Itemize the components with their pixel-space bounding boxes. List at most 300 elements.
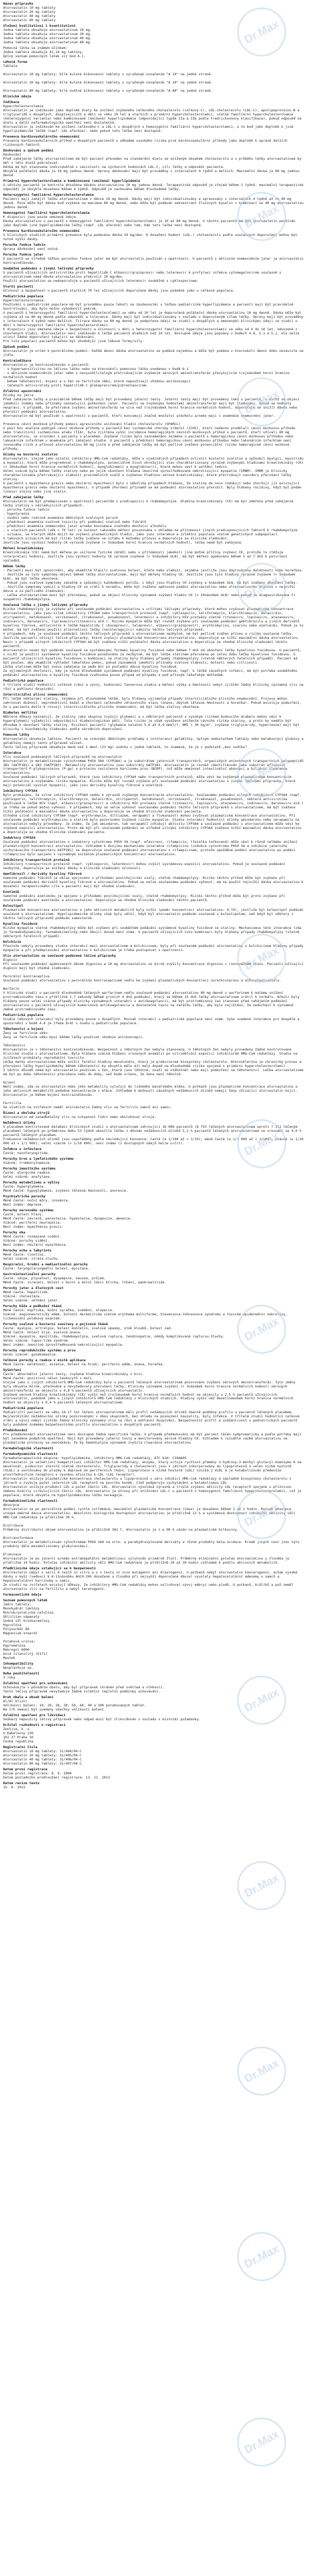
text-line: Atorvastatin je kontraindikován u pacientů: bbox=[3, 363, 90, 367]
text-line: Účinky na játra bbox=[3, 393, 33, 398]
text-line: Datum první registrace: 8. 9. 2004 bbox=[3, 1771, 72, 1776]
document-section bbox=[3, 134, 304, 147]
document-section bbox=[3, 872, 304, 888]
text-line: Eliminace bbox=[3, 1552, 22, 1557]
section-heading: Doba použitelnosti bbox=[3, 1671, 40, 1676]
text-line: Ze studií na zvířatech existují důkazy, že inhibitory HMG-CoA reduktázy mohou ovlivňovat vývoj embryí nebo plodů. U potkanů, králíků a psů neměl atorvastatin vliv na fertilitu a nebyl teratogenní. bbox=[3, 1583, 296, 1591]
text-line: Velmi vzácné: lupus-like syndrom. bbox=[3, 1338, 70, 1343]
section-heading: Poruchy svalové a kosterní soustavy a pojivové tkáně bbox=[3, 1321, 108, 1326]
text-line bbox=[3, 1532, 304, 1536]
section-heading: Dávkování a způsob podání bbox=[3, 148, 54, 152]
text-line: Zentiva, k. s. bbox=[3, 1727, 31, 1732]
drmax-watermark bbox=[226, 2411, 298, 2473]
text-line: Mastek bbox=[3, 1656, 15, 1660]
svg-text:Dr.Max: Dr.Max bbox=[242, 2427, 281, 2456]
document-section bbox=[3, 294, 304, 344]
section-heading: Současná léčba s jinými léčivými přípravky bbox=[3, 602, 88, 607]
text-line: Atorvastatin 40 mg tablety bbox=[3, 14, 56, 18]
document-section bbox=[3, 266, 304, 283]
section-heading: Pediatrická populace bbox=[3, 1012, 44, 1017]
text-line: - Jestliže symptomy vymizí a hladiny CK se vrátí k normálu, může být zváženo opětovné podání atorvastatinu nebo alternativního statinu v nejnižší dávce a za pečlivého sledování. bbox=[3, 585, 298, 593]
section-heading: Registrační čísla bbox=[3, 1745, 38, 1750]
text-line: Na trh nemusí být uvedeny všechny velikosti balení. bbox=[3, 1707, 106, 1712]
text-line: Méně časté: tinnitus. bbox=[3, 1252, 46, 1257]
section-heading: Pediatrická populace bbox=[3, 294, 44, 298]
section-heading: Heterozygotní familiární hypercholesterolemie bbox=[3, 192, 94, 197]
text-line: Atorvastatin se po perorálním podání rychle vstřebává; maximální plazmatické koncentrace (Cmax) je dosaženo během 1 až 2 hodin. Rozsah absorpce stoupá úměrně dávce atorvastatinu. Absolutní biologická dostupnost atorvastatinu je přibližně 12 % a systémová dostupnost inhibiční aktivity vůči HMG-CoA reduktáze je přibližně 30 %. bbox=[3, 1507, 298, 1520]
document-section bbox=[3, 1286, 304, 1302]
section-heading: Předklinické údaje vztahující se k bezpečnosti bbox=[3, 1566, 96, 1571]
text-line: Absorpce bbox=[3, 1503, 20, 1507]
text-line: - porucha funkce ledvin bbox=[3, 507, 50, 512]
text-line: Těhotenství bbox=[3, 1043, 26, 1047]
text-line: Kreatinkináza (CK) nemá být měřena po usilovné fyzické zátěži nebo v přítomnosti jakékoli jiné možné příčiny zvýšení CK, protože to ztěžuje interpretaci hodnoty. Jestliže jsou výchozí hodnoty CK výrazně zvýšené (> 5násobek ULN), má být měření opakováno během 5 až 7 dnů k potvrzení výsledků. bbox=[3, 550, 289, 563]
section-heading: Vliv atorvastatinu na současně podávané léčivé přípravky bbox=[3, 953, 116, 958]
document-section bbox=[3, 389, 304, 451]
text-line: Zvýšené sérové hladiny kreatinkinázy (CK) vyšší než trojnásobek horní hranice normálních hodnot se objevily u 2,5 % pacientů užívajících atorvastatin, podobně jako u jiných inhibitorů HMG-CoA reduktázy v klinických studiích. Hladiny vyšší než desetinásobek horní hranice normálních hodnot se objevily u 0,4 % pacientů léčených atorvastatinem. bbox=[3, 1392, 296, 1405]
document-section bbox=[3, 284, 304, 293]
document-section bbox=[3, 452, 304, 494]
document-section bbox=[3, 954, 304, 1011]
text-line: Polysorbát 80 bbox=[3, 1627, 29, 1632]
text-line bbox=[3, 1039, 304, 1043]
document-section bbox=[3, 733, 304, 749]
text-line: Léčba statinem může být znovu zahájena za sedm dní po poslední dávce kyseliny fusidové. bbox=[3, 664, 179, 669]
text-line bbox=[3, 982, 304, 987]
document-section bbox=[3, 1157, 304, 1165]
text-line: Některé důkazy naznačují, že statiny jako skupina zvyšují glykemii a u některých pacientů s vysokým rizikem budoucího diabetu mohou vést k hyperglykemii vyžadující odpovídající diabetologickou péči. Toto riziko je však vyváženo snížením cévního rizika statiny, a proto by nemělo být důvodem k ukončení léčby statiny. Rizikoví pacienti (glykemie nalačno 5,6 až 6,9 mmol/l, BMI > 30 kg/m², zvýšené triglyceridy, hypertenze) mají být klinicky i biochemicky sledováni podle národních doporučení. bbox=[3, 714, 302, 731]
text-line: Oxid titaničitý (E171) bbox=[3, 1652, 48, 1656]
section-heading: Poruchy nervového systému bbox=[3, 1208, 54, 1212]
section-heading: Datum revize textu bbox=[3, 1781, 40, 1786]
text-line: Atorvastatin snižuje produkci LDL a počet částic LDL. Atorvastatin vyvolává výrazné a trvalé zvýšení aktivity LDL receptorů spojené s příznivou změnou kvality cirkulujících částic LDL. Atorvastatin je účinný při snižování LDL-C u pacientů s homozygotní familiární hypercholesterolemií, což je populace, která obvykle na hypolipidemickou léčbu nereaguje. bbox=[3, 1485, 304, 1498]
text-line bbox=[3, 1097, 304, 1101]
document-section bbox=[3, 193, 304, 209]
text-line: Ve studiích na zvířatech neměl atorvastatin žádný vliv na fertilitu samců ani samic. bbox=[3, 1105, 173, 1109]
text-line: - Pokud jsou svalové symptomy závažné a způsobují každodenní potíže, i když jsou hladiny CK zvýšeny ≤ 5násobek ULN, má být zváženo ukončení léčby. bbox=[3, 581, 298, 585]
section-heading: Účinky na kosterní svalstvo bbox=[3, 452, 58, 457]
section-heading: Během léčby bbox=[3, 564, 26, 569]
section-heading: Kolchicin bbox=[3, 939, 22, 944]
section-heading: Datum první registrace bbox=[3, 1767, 48, 1772]
document-section bbox=[3, 1713, 304, 1721]
section-heading: Ezetimib bbox=[3, 890, 20, 894]
section-heading: Homozygotní familiární hypercholesterolemie bbox=[3, 210, 90, 215]
document-section bbox=[3, 1230, 304, 1247]
document-section bbox=[3, 1406, 304, 1427]
section-heading: Farmakokinetické vlastnosti bbox=[3, 1499, 58, 1503]
document-section bbox=[3, 1723, 304, 1743]
text-line bbox=[3, 1635, 304, 1639]
section-heading: Pediatrická populace bbox=[3, 1406, 44, 1411]
text-line: Přestože nebyly provedeny studie interakcí mezi atorvastatinem a kolchicinem, byly při současném podávání atorvastatinu s kolchicinem hlášeny případy myopatie a při předepisování atorvastatinu s kolchicinem je třeba postupovat s opatrností. bbox=[3, 943, 306, 952]
text-line: Není známo: myasthenia gravis. bbox=[3, 1224, 64, 1229]
text-line: Časté: alergické reakce. bbox=[3, 1170, 52, 1175]
text-line: V placebem kontrolované databázi klinických studií s atorvastatinem zahrnující 16 066 pacientů (8 755 léčených atorvastatinem oproti 7 311 léčeným placebem) léčených po průměrnou dobu 53 týdnů ukončilo léčbu z důvodu nežádoucích účinků 5,2 % pacientů léčených atorvastatinem ve srovnání se 4,0 % pacientů léčených placebem. bbox=[3, 1124, 304, 1137]
text-line: Při léčbě některými statiny, zejména při dlouhodobé léčbě, byly hlášeny výjimečné případy intersticiálního plicního onemocnění. Projevy mohou zahrnovat dušnost, neproduktivní kašel a zhoršení celkového zdravotního stavu (únava, úbytek tělesné hmotnosti a horečka). Pokud existuje podezření, že u pacienta došlo k rozvoji intersticiálního plicního onemocnění, má být léčba statiny ukončena. bbox=[3, 696, 304, 709]
section-heading: Psychiatrické poruchy bbox=[3, 1194, 46, 1198]
text-line: V takových situacích má být riziko léčby zváženo ve vztahu k možnému přínosu a doporučuje se klinické sledování. bbox=[3, 536, 229, 541]
text-line bbox=[3, 970, 304, 974]
svg-text:Dr.Max: Dr.Max bbox=[242, 1129, 281, 1158]
text-line: Datum posledního prodloužení registrace: 13. 11. 2013 bbox=[3, 1775, 110, 1780]
text-line: Digoxin bbox=[3, 957, 18, 962]
section-heading: Porucha funkce jater bbox=[3, 252, 44, 257]
document-section bbox=[3, 1767, 304, 1780]
text-line: Stejně jako u jiných inhibitorů HMG-CoA reduktázy bylo u pacientů léčených atorvastatinem pozorováno zvýšení sérových aminotransferáz. Tyto změny byly obvykle mírné, přechodné a nevyžadovaly přerušení léčby. Klinicky významné zvýšení (> 3násobek horní hranice normálních hodnot) sérových aminotransferáz se objevilo u 0,8 % pacientů užívajících atorvastatin. bbox=[3, 1380, 298, 1393]
section-heading: Poruchy ucha a labyrintu bbox=[3, 1248, 52, 1252]
document-section bbox=[3, 1662, 304, 1670]
section-heading: Zvláštní opatření pro likvidaci bbox=[3, 1713, 66, 1718]
text-line: Bylo prokázáno, že silné inhibitory CYP3A4 vedou k výrazně zvýšeným koncentracím atorvastatinu. Současnému podávání silných inhibitorů CYP3A4 (např. cyklosporin, telithromycin, klarithromycin, delavirdin, stiripentol, ketokonazol, vorikonazol, itrakonazol, posakonazol, některá antivirotika používaná k léčbě HCV (např. elbasvir/grazoprevir) a inhibitory HIV proteázy včetně ritonaviru, lopinaviru, atazanaviru, indinaviru, darunaviru atd.) je třeba se pokud možno vyhnout. V případech, kdy se nelze vyhnout současnému podávání těchto léčivých přípravků s atorvastatinem, má být zvážena nižší počáteční a maximální dávka atorvastatinu a doporučuje se vhodné klinické sledování pacienta. bbox=[3, 793, 306, 814]
text-line: K dispozici jsou omezené údaje o bezpečnosti a účinnosti u dětí s heterozygotní familiární hypercholesterolemií ve věku od 6 do 10 let, odvozené z otevřených studií. Atorvastatin není indikován k léčbě pacientů mladších než 10 let. Dostupné údaje jsou popsány v bodech 4.8, 5.1 a 5.2, ale nelze učinit žádné doporučení týkající se dávkování. bbox=[3, 327, 302, 340]
text-line: Použití atorvastatinu se nedoporučuje u pacientů užívajících letermovir souběžně s cyklosporinem. bbox=[3, 278, 199, 283]
section-heading: Vyšetření bbox=[3, 1367, 22, 1372]
text-line: Současné podávání léčivých přípravků, které jsou inhibitory CYP3A4 nebo transportních proteinů, může vést ke zvýšeným plazmatickým koncentracím atorvastatinu a zvýšenému riziku myopatie. Riziko může být rovněž zvýšeno při současném podávání atorvastatinu s jinými léčivými přípravky, které mají potenciál vyvolat myopatii, jako jsou deriváty kyseliny fibrové a ezetimib. bbox=[3, 775, 298, 788]
text-line: Atorvastatin 20 mg tablety: bílé kulaté bikonvexní tablety s vyraženým označením "A 20" na jedné straně. bbox=[3, 80, 213, 84]
svg-text:Dr.Max: Dr.Max bbox=[242, 943, 281, 973]
text-line: Uchovávejte v původním obalu, aby byl přípravek chráněn před světlem a vlhkostí. bbox=[3, 1685, 165, 1690]
text-line: Vzácné: trombocytopenie. bbox=[3, 1160, 52, 1165]
text-line: Atorvastatin 80 mg tablety bbox=[3, 18, 56, 22]
text-line: Jedna tableta obsahuje atorvastatinum 10 mg. bbox=[3, 28, 92, 32]
text-line: Méně časté: hypoglykemie, zvýšení tělesné hmotnosti, anorexie. bbox=[3, 1188, 128, 1193]
text-line: Prevence kardiovaskulárních příhod u dospělých pacientů s odhadem vysokého rizika prvé kardiovaskulární příhody jako doplněk k úpravě dalších rizikových faktorů. bbox=[3, 138, 289, 147]
document-section bbox=[3, 179, 304, 191]
section-heading: Gemfibrozil / deriváty kyseliny fibrové bbox=[3, 872, 82, 876]
text-line: Současné podávání atorvastatinu s perorálním kontraceptivem vedlo ke zvýšení plazmatických koncentrací norethisteronu a ethinylestradiolu. bbox=[3, 978, 282, 982]
text-line: Hypercholesterolemie bbox=[3, 104, 44, 108]
document-section bbox=[3, 1592, 304, 1597]
document-section bbox=[3, 1304, 304, 1320]
text-line: Atorvastatin je selektivní kompetitivní inhibitor HMG-CoA reduktázy, enzymu, který určuje rychlost přeměny 3-hydroxy-3-methyl-glutaryl-koenzymu A na mevalonát, prekurzor sterolů včetně cholesterolu. Triglyceridy a cholesterol jsou v játrech inkorporovány do lipoproteinů o velmi nízké hustotě (VLDL) a uvolňovány do plazmy k dopravě do periferních tkání. Lipoprotein o nízké hustotě (LDL) vzniká z VLDL a je katabolizován především prostřednictvím receptoru s vysokou afinitou k LDL (LDL receptor). bbox=[3, 1460, 304, 1477]
document-section bbox=[3, 922, 304, 938]
document-section bbox=[3, 1111, 304, 1119]
section-heading: Inhibitory transportních proteinů bbox=[3, 858, 70, 862]
text-line: Vzácné: periferní neuropatie. bbox=[3, 1220, 62, 1225]
document-section bbox=[3, 940, 304, 952]
section-heading: Zvláštní upozornění bbox=[3, 389, 42, 394]
section-heading: Držitel rozhodnutí o registraci bbox=[3, 1723, 66, 1727]
text-line: Tableta bbox=[3, 64, 18, 68]
document-section bbox=[3, 1499, 304, 1565]
text-line: Velmi vzácné: selhání jater. bbox=[3, 1298, 60, 1302]
document-section bbox=[3, 148, 304, 177]
text-line: Středně silné inhibitory CYP3A4 (např. erythromycin, diltiazem, verapamil a flukonazol) mohou zvyšovat plazmatické koncentrace atorvastatinu. Při současném podávání erythromycinu a statinů bylo pozorováno zvýšené riziko myopatie. Studie interakcí hodnotící účinky amiodaronu nebo verapamilu na atorvastatin nebyly provedeny. Je známo, že jak amiodaron, tak verapamil inhibují aktivitu CYP3A4 a současné podávání s atorvastatinem může vést ke zvýšené expozici atorvastatinu. Proto má být při současném podávání se středně silnými inhibitory CYP3A4 zvážena nižší maximální dávka atorvastatinu a doporučuje se vhodné klinické sledování pacienta. bbox=[3, 814, 304, 835]
text-line: Současné podávání atorvastatinu s induktory cytochromu P450 3A (např. efavirenz, rifampicin, třezalka tečkovaná) může vést k různě velkému snížení plazmatických koncentrací atorvastatinu. Vzhledem k dvojímu mechanismu interakce rifampicinu (indukce cytochromu P450 3A a inhibice jaterního vychytávacího transportéru OATP1B1) se doporučuje současné podávání atorvastatinu s rifampicinem, protože opožděné podání atorvastatinu po podání rifampicinu bylo spojeno s významným snížením plazmatických koncentrací atorvastatinu. bbox=[3, 840, 300, 857]
text-line: Atorvastatin 20 mg tablety: 31/405/04-C bbox=[3, 1753, 82, 1758]
text-line: U pacientů užívajících antivirotika proti hepatitidě C elbasvir/grazoprevir nebo letermovir k profylaxi infekce cytomegalovirem současně s atorvastatinem nemá dávka atorvastatinu překročit 20 mg/den. bbox=[3, 270, 283, 279]
document-section bbox=[3, 243, 304, 251]
section-heading: Kontraindikace bbox=[3, 359, 31, 363]
drmax-watermark bbox=[226, 2040, 298, 2102]
section-heading: Porucha funkce ledvin bbox=[3, 242, 46, 247]
text-line: Sodná sůl kroskarmelózy bbox=[3, 1619, 50, 1623]
document-section bbox=[3, 1322, 304, 1347]
drmax-watermark bbox=[226, 2226, 298, 2287]
section-heading: Před zahájením léčby bbox=[3, 495, 44, 500]
text-line: Jádro tablety: bbox=[3, 1602, 31, 1607]
text-line: Neuplatňuje se. bbox=[3, 1666, 33, 1670]
text-line: - Pacienti musí být upozorněni, aby okamžitě hlásili svalovou bolest, křeče nebo slabost, zejména jestliže jsou doprovázeny malátností nebo horečkou. bbox=[3, 568, 304, 573]
section-heading: Farmakodynamické vlastnosti bbox=[3, 1452, 58, 1456]
text-line: Jedna tableta obsahuje 41,16 mg laktózy. bbox=[3, 50, 84, 54]
document-section bbox=[3, 46, 304, 58]
document-section bbox=[3, 1428, 304, 1445]
svg-text:Dr.Max: Dr.Max bbox=[242, 1500, 281, 1529]
text-line bbox=[3, 1076, 304, 1080]
section-heading: Léková forma bbox=[3, 60, 27, 64]
text-line: Atorvastatin 10 mg tablety: 31/404/04-C bbox=[3, 1749, 82, 1754]
text-line: Atorvastatin 80 mg tablety: bílé oválné bikonvexní tablety s vyraženým označením "A 80" na jedné straně. bbox=[3, 89, 213, 93]
text-line: Atorvastatin je určen k perorálnímu podání. Každá denní dávka atorvastatinu se podává najednou a může být podána v kteroukoli denní dobu nezávisle na jídle. bbox=[3, 349, 306, 358]
text-line: Velmi vzácné: anafylaxe. bbox=[3, 1174, 52, 1179]
text-line: Warfarin bbox=[3, 986, 20, 991]
text-line: - osobní nebo rodinná anamnéza dědičných svalových poruch bbox=[3, 516, 118, 520]
document-section bbox=[3, 1681, 304, 1693]
section-heading: Řízení a obsluha strojů bbox=[3, 1110, 50, 1115]
drmax-watermark bbox=[226, 1855, 298, 1917]
text-line: Atorvastatin má být předepisován s opatrností pacientům s predispozicí k rhabdomyolýze. Hladina kreatinkinázy (CK) má být změřena před zahájením léčby statiny v následujících případech: bbox=[3, 499, 296, 508]
section-heading: Inkompatibility bbox=[3, 1662, 33, 1666]
text-line: Plazmatické koncentrace atorvastatinu a jeho aktivních metabolitů byly nižší (poměr koncentrací atorvastatinu: 0,74), jestliže byl kolestipol podáván současně s atorvastatinem. Hypolipidemické účinky však byly větší, když byl atorvastatin podáván současně s kolestipolem, než když byl některý z těchto léčivých přípravků podáván samostatně. bbox=[3, 908, 306, 921]
section-heading: Primární hypercholesterolemie a kombinovaná (smíšená) hyperlipidemie bbox=[3, 178, 141, 183]
text-line: Atorvastatin 10 mg tablety bbox=[3, 6, 56, 10]
document-section bbox=[3, 1446, 304, 1450]
text-line: V klinických studiích primární prevence byla podávána dávka 10 mg/den. K dosažení hodnot (LDL-) cholesterolu podle současných doporučení mohou být nutné vyšší dávky. bbox=[3, 232, 300, 241]
text-line: Není známo: imunitně zprostředkovaná nekrotizující myopatie. bbox=[3, 1342, 124, 1347]
section-heading: Pediatrická populace bbox=[3, 678, 44, 683]
text-line: Vzácné: myopatie, myozitida, rhabdomyolýza, svalová ruptura, tendinopatie, někdy komplikovaná rupturou šlachy. bbox=[3, 1334, 225, 1338]
document-section bbox=[3, 904, 304, 920]
text-line: Atorvastatin, stejně jako ostatní inhibitory HMG-CoA reduktázy, může v ojedinělých případech ovlivnit kosterní svalstvo a způsobit myalgii, myozitidu a myopatii, která může progredovat v rhabdomyolýzu, potenciálně život ohrožující stav charakterizovaný výrazně zvýšenými hladinami kreatinkinázy (CK) (> 10násobek horní hranice normálních hodnot), myoglobinemií a myoglobinurií, které mohou vést k selhání ledvin. bbox=[3, 456, 306, 469]
text-line: Při současném podávání opakovaných dávek digoxinu a 10 mg atorvastatinu se mírně zvýšily koncentrace digoxinu v rovnovážném stavu. Pacienti užívající digoxin mají být vhodně sledováni. bbox=[3, 961, 306, 970]
document-section bbox=[3, 679, 304, 691]
text-line: Časté: abnormální jaterní testy, zvýšená hladina kreatinkinázy v krvi. bbox=[3, 1371, 144, 1376]
text-line: Atorvastatin je indikován ke snížení celkového-C a LDL-C u dospělých s homozygotní familiární hypercholesterolemií, a to buď jako doplněk k jiné hypolipidemické léčbě (např. LDL aferéze), nebo pokud tato léčba není dostupná. bbox=[3, 124, 296, 133]
section-heading: Celkové poruchy a reakce v místě aplikace bbox=[3, 1358, 86, 1362]
text-line: Pacienti mají zahájit léčbu atorvastatinem v dávce 10 mg denně. Dávky mají být individualizovány a upravovány v intervalech 4 týdnů až na 40 mg denně. Poté může být dávka buď zvýšena na maximum 80 mg denně, nebo může být podáván sekvestrant žlučových kyselin v kombinaci se 40 mg atorvastatinu jednou denně. bbox=[3, 196, 306, 209]
section-heading: Poruchy jater a žlučových cest bbox=[3, 1285, 64, 1290]
text-line: Časté: bolest hlavy. bbox=[3, 1212, 44, 1216]
document-section bbox=[3, 1147, 304, 1155]
section-heading: Respirační, hrudní a mediastinální poruchy bbox=[3, 1262, 88, 1266]
text-line bbox=[3, 1548, 304, 1552]
text-line: Makrogol 6000 bbox=[3, 1648, 29, 1652]
text-line: Atorvastatin obsahuje laktózu. Pacienti se vzácnými dědičnými problémy s intolerancí galaktózy, úplným nedostatkem laktázy nebo malabsorpcí glukózy a galaktózy nemají tento přípravek užívat. bbox=[3, 736, 306, 745]
document-section bbox=[3, 60, 304, 93]
text-line: Časté: myalgie, artralgie, bolest končetin, svalové spasmy, otok kloubů, bolest zad. bbox=[3, 1326, 173, 1330]
text-line: V post-hoc analýze podtypů cévní mozkové příhody u pacientů bez ischemické choroby srdeční (ICHS), kteří nedávno prodělali cévní mozkovou příhodu nebo tranzitorní ischemickou ataku (TIA), byla zjištěna vyšší incidence hemoragických cévních mozkových příhod u pacientů, kteří užívali 80 mg atorvastatinu, ve srovnání s pacienty s placebem. Zvýšené riziko bylo zaznamenáno zejména u pacientů s hemoragickou cévní mozkovou příhodou nebo lakunárním infarktem v anamnéze při zahájení studie. U pacientů s předchozí hemoragickou cévní mozkovou příhodou nebo lakunárním infarktem není rovnováha rizik a přínosů atorvastatinu 80 mg jistá a před zahájením léčby má být pečlivě zváženo potenciální riziko hemoragické cévní mozkové příhody. bbox=[3, 426, 298, 451]
svg-text:Dr.Max: Dr.Max bbox=[242, 2242, 281, 2271]
text-line: Velmi vzácné: gynekomastie. bbox=[3, 1352, 58, 1357]
section-heading: Nežádoucí účinky bbox=[3, 1120, 36, 1125]
section-heading: Zvláštní opatření pro uchovávání bbox=[3, 1681, 68, 1686]
text-line: Perorální kontraceptiva bbox=[3, 974, 50, 978]
text-line: Prevence cévní mozkové příhody pomocí agresivního snižování hladin cholesterolu (SPARCL) bbox=[3, 422, 181, 427]
text-line: Časté: zácpa, plynatost, dyspepsie, nauzea, průjem. bbox=[3, 1276, 106, 1280]
text-line: Jestliže jsou výchozí hodnoty CK výrazně zvýšené (> 5násobek horní hranice normálních hodnot), léčba nemá být zahájena. bbox=[3, 540, 243, 545]
section-heading: Poruchy oka bbox=[3, 1230, 26, 1234]
text-line: U většiny pacientů je kontrola dosažena dávkou atorvastatinu 10 mg jednou denně. Terapeutická odpověď je zřejmá během 2 týdnů, maximální terapeutické odpovědi je obvykle dosaženo během 4 týdnů. Odpověď je zachována během dlouhodobé léčby. bbox=[3, 182, 306, 191]
text-line: Méně časté: hepatitida. bbox=[3, 1290, 50, 1294]
document-section bbox=[3, 1671, 304, 1680]
document-section bbox=[3, 1248, 304, 1261]
text-line: Za výjimečných okolností, kdy je nutné dlouhodobé systémové podávání kyseliny fusidové, např. k léčbě závažných infekcí, má být potřeba souběžného podávání atorvastatinu a kyseliny fusidové zvažována pouze případ od případu a pod přísným lékařským dohledem. bbox=[3, 668, 300, 677]
text-line: U Kabelovny 130 bbox=[3, 1731, 33, 1736]
text-line: Méně časté: kopřivka, kožní vyrážka, svědění, alopecie. bbox=[3, 1308, 114, 1312]
text-line: Potahová vrstva: bbox=[3, 1639, 36, 1644]
document-section bbox=[3, 1566, 304, 1591]
text-line: Méně časté: noční můry, insomnie. bbox=[3, 1198, 70, 1202]
text-line: Fertilita bbox=[3, 1100, 22, 1105]
text-line: Velmi vzácné: ztráta sluchu. bbox=[3, 1256, 60, 1261]
svg-text:Dr.Max: Dr.Max bbox=[242, 758, 281, 787]
text-line: Hypercholesterolemie: bbox=[3, 298, 46, 302]
document-section bbox=[3, 359, 304, 387]
section-heading: Seznam pomocných látek bbox=[3, 1598, 48, 1603]
document-section bbox=[3, 789, 304, 834]
svg-text:Dr.Max: Dr.Max bbox=[242, 1685, 281, 1715]
text-line: Účinnost a bezpečnost u pacientů starších 70 let užívajících doporučené dávky jsou podobné jako u celkové populace. bbox=[3, 288, 235, 293]
text-line: Uhličitan vápenatý bbox=[3, 1615, 40, 1619]
document-section bbox=[3, 1598, 304, 1660]
text-line: U pacientů s heterozygotní familiární hypercholesterolemií ve věku od 10 let je doporučená počáteční dávka atorvastatinu 10 mg denně. Dávka může být zvýšena až na 80 mg denně podle odpovědi a tolerance. Dávky mají být individualizovány v souladu s doporučeným cílem léčby. Úpravy mají být prováděny v intervalech 4 týdnů nebo delších. Titrace dávky na 80 mg denně je podpořena údaji ze studií u dospělých a omezenými klinickými údaji ze studií u dětí s heterozygotní familiární hypercholesterolemií. bbox=[3, 310, 306, 327]
section-heading: Složení kvalitativní i kvantitativní bbox=[3, 24, 76, 28]
document-section bbox=[3, 890, 304, 902]
svg-text:Dr.Max: Dr.Max bbox=[242, 17, 281, 46]
text-line: Méně časté: bolest šíje, svalová únava. bbox=[3, 1330, 82, 1334]
text-line: Hyprolóza bbox=[3, 1623, 22, 1628]
section-heading: Způsob podání bbox=[3, 345, 29, 349]
text-line: Před zahájením léčby a pravidelně během léčby mají být provedeny jaterní testy. Jaterní testy mají být provedeny také u pacientů, u nichž se objeví jakékoli známky nebo příznaky naznačující poškození jater. Pacienti se zvýšenými hodnotami aminotransferáz mají být sledováni, dokud se hodnoty neupraví. V případě, že přetrvává zvýšení aminotransferáz na více než trojnásobek horní hranice normálních hodnot, doporučuje se snížit dávku nebo přerušit podávání atorvastatinu. bbox=[3, 397, 302, 414]
text-line: Před zahájením léčby atorvastatinem má být pacient převeden na standardní dietu se sníženým obsahem cholesterolu a v průběhu léčby atorvastatinem by měl v této dietě pokračovat. bbox=[3, 156, 304, 165]
text-line: Riziko myopatie včetně rhabdomyolýzy může být zvýšeno při souběžném podávání systémové kyseliny fusidové se statiny. Mechanismus této interakce (zda je farmakodynamický, farmakokinetický nebo obojí) dosud není znám. U pacientů užívajících tuto kombinaci byly hlášeny případy rhabdomyolýzy (včetně některých fatálních případů). bbox=[3, 926, 304, 938]
text-line: Z těchto důvodů nemá být atorvastatin používán u žen, které jsou těhotné, snaží se otěhotnět nebo mají podezření na těhotenství. Léčba atorvastatinem má být po dobu těhotenství přerušena nebo do doby, než bude určeno, že žena není těhotná. bbox=[3, 1067, 306, 1076]
text-line: - hypotyreóza bbox=[3, 512, 29, 516]
text-line: Kojení bbox=[3, 1080, 15, 1084]
text-line: Ženy ve fertilním věku musí během léčby používat vhodnou antikoncepci. bbox=[3, 1035, 144, 1039]
document-section bbox=[3, 1166, 304, 1179]
text-line: Farmakoterapeutická skupina: hypolipidemika, inhibitory HMG-CoA reduktázy, ATC kód: C10AA05 bbox=[3, 1456, 187, 1461]
text-line: Jedna tableta obsahuje atorvastatinum 20 mg. bbox=[3, 32, 92, 36]
text-line: - situace, ve kterých může dojít ke zvýšení plazmatických hladin, jako jsou interakce a zvláštní populace včetně genetických subpopulací. bbox=[3, 532, 280, 537]
text-line: V klinické studii u pacientů dlouhodobě léčených warfarinem vedlo současné podávání atorvastatinu 80 mg denně s warfarinem k malému snížení protrombinového času o přibližně 1,7 sekundy během prvních 4 dnů podávání, který se během 15 dnů léčby atorvastatinem vrátil k normálu. Ačkoli byly hlášeny pouze velmi vzácné případy klinicky významných interakcí s antikoagulancii, má být protrombinový čas stanoven před zahájením podávání atorvastatinu u pacientů užívajících kumarinová antikoagulancia a dostatečně často na začátku léčby, aby bylo zajištěno, že nedochází k významné změně protrombinového času. bbox=[3, 990, 302, 1011]
text-line: Samotné podávání fibrátů je občas spojováno s příhodami postihujícími svaly, včetně rhabdomyolýzy. Riziko těchto příhod může být zvýšeno při současném podávání derivátů kyseliny fibrové a atorvastatinu. Pokud se nelze současnému podávání vyhnout, má se použít nejnižší dávka atorvastatinu k dosažení terapeutického cíle a pacienti mají být vhodně sledováni. bbox=[3, 876, 306, 889]
document-section bbox=[3, 2, 304, 22]
document-section bbox=[3, 211, 304, 227]
section-heading: Těhotenství a kojení bbox=[3, 1026, 44, 1031]
text-line: U pacientů s myasthenia gravis nebo okulární myasthenií bylo v několika případech hlášeno, že statiny de novo indukují nebo zhoršují již existující myasthenia gravis nebo okulární myasthenii. V případě zhoršení příznaků se má podávání atorvastatinu přerušit. Byly hlášeny recidivy, když byl podán (znovu) stejný nebo jiný statin. bbox=[3, 481, 304, 494]
text-line: Atorvastatin je indikován jako doplněk diety ke snížení zvýšeného celkového cholesterolu (celkový-C), LDL-cholesterolu (LDL-C), apolipoproteinu B a triglyceridů u dospělých, dospívajících a dětí ve věku 10 let a starších s primární hypercholesterolemií, včetně familiární hypercholesterolemie (heterozygotní varianta) nebo kombinované (smíšené) hyperlipidemie (odpovídající typům IIa a IIb podle Fredricksonovy klasifikace), pokud odpověď na dietu a další nefarmakologická opatření není dostatečná. bbox=[3, 108, 304, 125]
text-line: V tříleté studii hodnotící celkové zrání a vývoj, hodnocení Tannerova stadia a měření výšky a hmotnosti nebyl zjištěn žádný klinicky významný vliv na růst a pohlavní dospívání. bbox=[3, 682, 306, 691]
text-line: - Léčba atorvastatinem musí být přerušena, pokud se objeví klinicky významné zvýšení hladin CK (> 10násobek ULN) nebo pokud je diagnostikována či suspektní rhabdomyolýza. bbox=[3, 592, 298, 601]
section-heading: Kolestipol bbox=[3, 904, 24, 908]
text-line: Inhibitory transportních proteinů (např. cyklosporin, letermovir) mohou zvýšit systémovou expozici atorvastatinu. Pokud je současné podávání nezbytné, doporučuje se snížení dávky a klinické sledování účinnosti. bbox=[3, 862, 287, 871]
text-line: - předchozí anamnéza onemocnění jater a/nebo konzumace značného množství alkoholu bbox=[3, 524, 166, 529]
text-line: Není známo: deprese. bbox=[3, 1202, 44, 1207]
section-heading: Poruchy krve a lymfatického systému bbox=[3, 1156, 74, 1161]
section-heading: Poruchy imunitního systému bbox=[3, 1166, 56, 1171]
document-section bbox=[3, 1348, 304, 1357]
document-section bbox=[3, 1272, 304, 1284]
text-line: Vzácné: angioneurotický edém, bulózní dermatitida včetně erythema multiforme, Stevensova-Johnsonova syndromu a toxické epidermální nekrolýzy, lichenoidní polékový exantém. bbox=[3, 1312, 289, 1320]
text-line: Atorvastatin je metabolizován cytochromem P450 3A4 na orto- a parahydroxylované deriváty a různé produkty beta-oxidace. Kromě jiných cest jsou tyto produkty dále metabolizovány glukuronidací. bbox=[3, 1540, 302, 1549]
text-line: Dávka atorvastatinu u pacientů s homozygotní familiární hypercholesterolemií je 10 až 80 mg denně. U těchto pacientů má být atorvastatin používán jako doplněk jiné hypolipidemické léčby (např. LDL aferéze) nebo tam, kde tato léčba není dostupná. bbox=[3, 218, 298, 227]
text-line: - s hypersenzitivitou na léčivou látku nebo na kteroukoli pomocnou látku uvedenou v bodě 6.1 bbox=[3, 367, 189, 371]
section-heading: Poruchy reprodukčního systému a prsu bbox=[3, 1348, 76, 1352]
text-line: - s aktivním onemocněním jater nebo s nevysvětlitelným přetrvávajícím zvýšením sérových aminotransferáz převyšujícím trojnásobek horní hranice normálních hodnot bbox=[3, 371, 291, 380]
document-section bbox=[3, 94, 304, 98]
document-section bbox=[3, 710, 304, 731]
text-line bbox=[3, 84, 304, 89]
document-section bbox=[3, 1194, 304, 1207]
section-heading: Induktory CYP3A4 bbox=[3, 836, 36, 840]
text-line: Časté: faryngolaryngeální bolest, epistaxe. bbox=[3, 1266, 90, 1270]
document-section bbox=[3, 564, 304, 601]
text-line: Není známo, zda se atorvastatin nebo jeho metabolity vylučují do lidského mateřského mléka. U potkanů jsou plazmatické koncentrace atorvastatinu a jeho aktivních metabolitů podobné koncentracím v mléce. Vzhledem k možnosti závažných nežádoucích účinků nemají ženy užívající atorvastatin kojit. Atorvastatin je během kojení kontraindikován. bbox=[3, 1084, 300, 1097]
document-section bbox=[3, 1027, 304, 1109]
text-line: Studie lékových interakcí byly provedeny pouze u dospělých. Rozsah interakcí u pediatrické populace není znám. Výše uvedené interakce pro dospělé a upozornění v bodě 4.4 je třeba brát v úvahu u pediatrické populace. bbox=[3, 1016, 302, 1025]
text-line: Atorvastatin má zanedbatelný vliv na schopnost řídit nebo obsluhovat stroje. bbox=[3, 1114, 157, 1119]
text-line: Al/Al blistr. bbox=[3, 1699, 29, 1704]
document-section bbox=[3, 1781, 304, 1789]
text-line: - během těhotenství, kojení a u žen ve fertilním věku, které nepoužívají vhodnou antikoncepci bbox=[3, 379, 191, 384]
text-line: Atorvastatin je po jaterní a/nebo extrahepatální metabolizaci vylučován primárně žlučí. Průměrný eliminační poločas atorvastatinu u člověka je přibližně 14 hodin. Poločas inhibiční aktivity vůči HMG-CoA reduktáze je přibližně 20 až 30 hodin vzhledem k podílu aktivních metabolitů. bbox=[3, 1556, 291, 1565]
section-heading: Měření kreatinkinázy bbox=[3, 546, 44, 551]
text-line: - léčených antivirotiky proti hepatitidě C glekaprevirem/pibrentasvirem. bbox=[3, 383, 148, 388]
text-line: 102 37 Praha 10 bbox=[3, 1735, 33, 1740]
text-line: Atorvastatin snižuje plazmatické koncentrace cholesterolu a lipoproteinů v séru inhibicí HMG-CoA reduktázy a následně biosyntézy cholesterolu v játrech a zvyšuje počet jaterních LDL receptorů na povrchu buněk, čímž podporuje vychytávání a katabolismus LDL. bbox=[3, 1477, 294, 1485]
document-section bbox=[3, 495, 304, 545]
text-line: Pediatričtí pacienti ve věku 10-17 let léčení atorvastatinem měli profil nežádoucích účinků obecně podobný profilu u pacientů léčených placebem. Nejčastějšími nežádoucími účinky pozorovanými v obou skupinách, bez ohledu na posouzení kauzality, byly infekce. V tříleté studii hodnotící celkové zrání a vývoj nebyl zjištěn žádný klinicky významný vliv na růst a pohlavní dospívání. Bezpečnostní profil a snášenlivost u pediatrických pacientů byly podobné známému bezpečnostnímu profilu atorvastatinu u dospělých pacientů. bbox=[3, 1410, 302, 1427]
svg-text:Dr.Max: Dr.Max bbox=[242, 1314, 281, 1344]
document-section bbox=[3, 252, 304, 265]
section-heading: Farmaceutické údaje bbox=[3, 1592, 42, 1597]
document-section bbox=[3, 858, 304, 870]
document-section bbox=[3, 1121, 304, 1145]
text-line: Atorvastatin 10 mg tablety: bílé kulaté bikonvexní tablety s vyraženým označením "A 10" na jedné straně. bbox=[3, 72, 213, 76]
text-line bbox=[3, 76, 304, 80]
text-line: 15. 9. 2023 bbox=[3, 1785, 26, 1790]
section-heading: Název přípravku bbox=[3, 2, 33, 6]
text-line: Obvyklá počáteční dávka je 10 mg jednou denně. Úpravy dávkování mají být prováděny v intervalech 4 týdnů a delších. Maximální dávka je 80 mg jednou denně. bbox=[3, 168, 302, 177]
text-line: Atorvastatin je metabolizován cytochromem P450 3A4 (CYP3A4) a je substrátem jaterních transportérů, organických aniontových transportních polypeptidů 1B1 (OATP1B1) a 1B3 (OATP1B3). Metabolity atorvastatinu jsou substráty OATP1B1. Atorvastatin je rovněž identifikován jako substrát efluxních transportérů P-glykoproteinu (P-gp) a proteinu rezistence karcinomu prsu (BCRP), což může omezovat intestinální absorpci a biliární clearance atorvastatinu. bbox=[3, 758, 306, 775]
section-heading: Pomocné látky bbox=[3, 732, 29, 737]
text-line: Atorvastatin 80 mg tablety: 31/407/04-C bbox=[3, 1761, 82, 1766]
text-line: Pro předávkování atorvastatinem není dostupná žádná specifická léčba. V případě předávkování má být pacient léčen symptomaticky a podle potřeby mají být zavedena podpůrná opatření. Mají být provedeny jaterní testy a monitorovány sérové hladiny CK. Vzhledem k rozsáhlé vazbě atorvastatinu na plazmatické proteiny se neočekává, že by hemodialýza významně zvýšila clearance atorvastatinu. bbox=[3, 1432, 304, 1445]
text-line: Atorvastatin je v těhotenství kontraindikován. Bezpečnost u těhotných žen nebyla stanovena. U těhotných žen nebyly provedeny žádné kontrolované klinické studie s atorvastatinem. Byla hlášena vzácná hlášení vrozených anomálií po nitroděložní expozici inhibitorům HMG-CoA reduktázy. Studie na zvířatech prokázaly reprodukční toxicitu. bbox=[3, 1047, 300, 1060]
svg-text:Dr.Max: Dr.Max bbox=[242, 201, 281, 231]
text-line: Časté: hyperglykemie. bbox=[3, 1184, 46, 1189]
text-line: Není známo: okulární myasthenie. bbox=[3, 1242, 68, 1247]
section-heading: Klinické údaje bbox=[3, 94, 31, 98]
text-line bbox=[3, 1519, 304, 1523]
section-heading: Druh obalu a obsah balení bbox=[3, 1695, 54, 1700]
text-line: Atorvastatin má být používán s opatrností u pacientů, kteří konzumují značné množství alkoholu a/nebo mají v anamnéze onemocnění jater. bbox=[3, 414, 276, 418]
document-section bbox=[3, 603, 304, 677]
document-section bbox=[3, 24, 304, 44]
text-line: Jedna tableta obsahuje atorvastatinum 40 mg. bbox=[3, 36, 92, 40]
text-line: Jedna tableta obsahuje atorvastatinum 80 mg. bbox=[3, 40, 92, 44]
document-section bbox=[3, 692, 304, 709]
document-section bbox=[3, 1180, 304, 1193]
svg-text:Dr.Max: Dr.Max bbox=[242, 387, 281, 416]
text-line: Samotné podávání ezetimibu je spojeno s příhodami postihujícími svaly, včetně rhabdomyolýzy. Riziko těchto příhod může být proto zvýšeno při současném podávání ezetimibu a atorvastatinu. Doporučuje se vhodné klinické sledování těchto pacientů. bbox=[3, 894, 287, 903]
text-line: K dispozici jsou pouze omezené údaje. bbox=[3, 214, 78, 219]
text-line: Česká republika bbox=[3, 1739, 33, 1744]
text-line: Biotransformace bbox=[3, 1536, 33, 1540]
